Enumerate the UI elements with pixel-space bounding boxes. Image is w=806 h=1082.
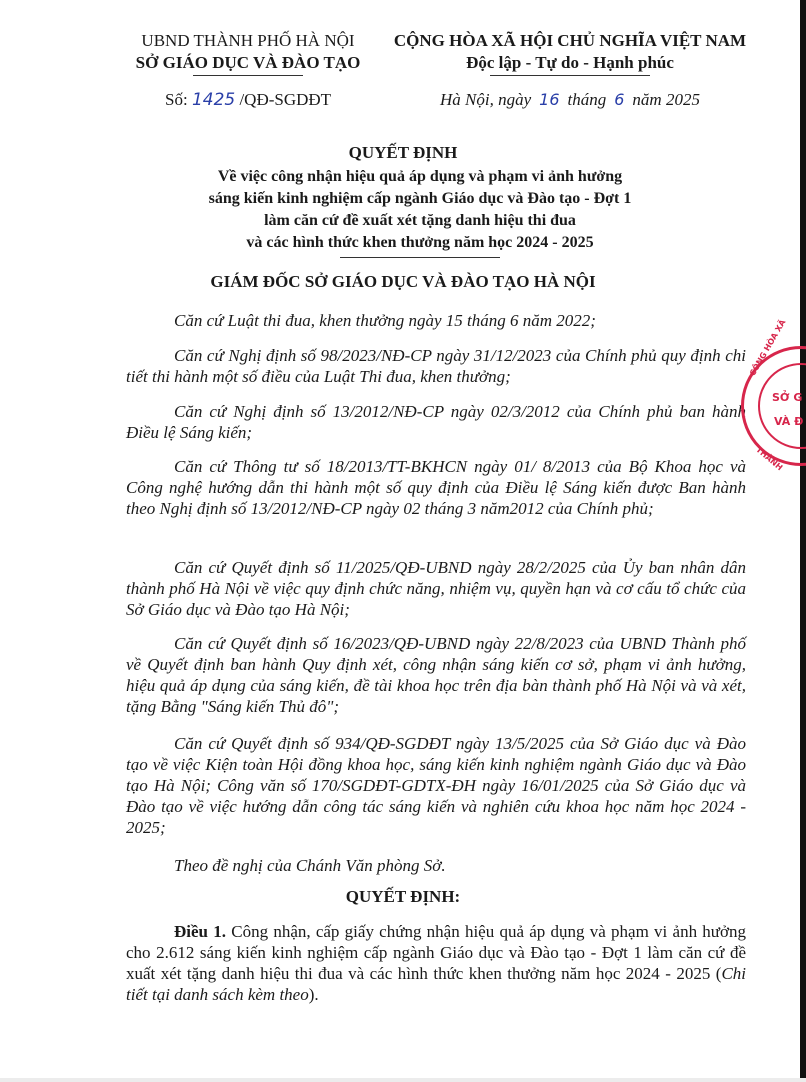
subject-underline [340,257,500,258]
ground-6 [126,633,746,717]
subject-line: và các hình thức khen thưởng năm học 2024 - 2025 [246,234,594,251]
handwritten-day: 16 [539,90,560,109]
article-1 [126,921,746,1005]
authority-underline [193,75,303,76]
nation-line-2: Độc lập - Tự do - Hạnh phúc [466,53,674,72]
article-1-italic: Chi tiết tại danh sách kèm theo [126,964,746,1004]
document-title: QUYẾT ĐỊNH [348,143,458,162]
subject-line: Về việc công nhận hiệu quả áp dụng và phạm vi ảnh hưởng [217,168,623,185]
ground-5 [126,557,746,620]
ground-text: Căn cứ Nghị định số 98/2023/NĐ-CP ngày 31/12/2023 của Chính phủ quy định chi tiết thi hành một số điều của Luật Thi đua, khen thưởng; [126,346,746,386]
seal-top-text: CÔNG HÒA XÃ [748,318,788,378]
ground-3 [126,401,746,443]
ground-text: Căn cứ Quyết định số 16/2023/QĐ-UBND ngày 22/8/2023 của UBND Thành phố về Quyết định ban hành Quy định xét, công nhận sáng kiến cơ sở, phạm vi ảnh hưởng, hiệu quả áp dụng của sáng kiến, đề tài khoa học trên địa bàn thành phố Hà Nội và và xét, tặng Bằng "Sáng kiến Thủ đô"; [126,634,746,716]
article-1-label: Điều 1. [174,922,226,941]
ground-text: Theo đề nghị của Chánh Văn phòng Sở. [174,856,446,875]
decision-heading: QUYẾT ĐỊNH: [345,887,461,906]
date-month-label: tháng [567,90,607,109]
number-suffix: /QĐ-SGDĐT [235,90,332,109]
ground-2 [126,345,746,387]
bottom-strip [0,1078,806,1082]
authority-line-1: UBND THÀNH PHỐ HÀ NỘI [141,31,355,50]
ground-7 [126,733,746,838]
document-date [440,90,700,110]
ground-1 [126,310,746,331]
ground-text: Căn cứ Quyết định số 11/2025/QĐ-UBND ngày 28/2/2025 của Ủy ban nhân dân thành phố Hà Nội về việc quy định chức năng, nhiệm vụ, quyền hạn và cơ cấu tổ chức của Sở Giáo dục và Đào tạo Hà Nội; [126,558,746,619]
date-prefix: Hà Nội, ngày [440,90,532,109]
national-title [380,30,760,76]
article-1-text [126,921,746,1005]
nation-line-1: CỘNG HÒA XÃ HỘI CHỦ NGHĨA VIỆT NAM [393,31,747,50]
official-seal-stamp [741,318,806,473]
ground-4 [126,456,746,519]
number-prefix: Số: [165,90,192,109]
nation-underline [490,75,650,76]
subject-line: làm căn cứ đề xuất xét tặng danh hiệu thi đua [264,212,576,229]
ground-text: Căn cứ Nghị định số 13/2012/NĐ-CP ngày 02/3/2012 của Chính phủ ban hành Điều lệ Sáng kiến; [126,402,746,442]
ground-text: Căn cứ Luật thi đua, khen thưởng ngày 15 tháng 6 năm 2022; [174,311,596,330]
handwritten-month: 6 [614,90,625,109]
article-1-body: Công nhận, cấp giấy chứng nhận hiệu quả áp dụng và phạm vi ảnh hưởng cho 2.612 sáng kiến kinh nghiệm cấp ngành Giáo dục và Đào tạo - Đợt 1 làm căn cứ đề xuất xét tặng danh hiệu thi đua và các hình thức khen thưởng năm học 2024 - 2025 ( [126,922,747,983]
seal-bottom-text: THÀNH [754,445,785,473]
ground-text: Căn cứ Thông tư số 18/2013/TT-BKHCN ngày 01/ 8/2013 của Bộ Khoa học và Công nghệ hướng dẫn thi hành một số quy định của Điều lệ Sáng kiến được Ban hành theo Nghị định số 13/2012/NĐ-CP ngày 02 tháng 3 năm2012 của Chính phủ; [126,457,746,518]
director-heading: GIÁM ĐỐC SỞ GIÁO DỤC VÀ ĐÀO TẠO HÀ NỘI [210,272,596,291]
document-number [165,90,331,110]
ground-text: Căn cứ Quyết định số 934/QĐ-SGDĐT ngày 13/5/2025 của Sở Giáo dục và Đào tạo về việc Kiện toàn Hội đồng khoa học, sáng kiến kinh nghiệm ngành Giáo dục và Đào tạo Hà Nội; Công văn số 170/SGDĐT-GDTX-ĐH ngày 16/01/2025 của Sở Giáo dục và Đào tạo về việc hướng dẫn công tác sáng kiến và nghiên cứu khoa học năm học 2024 - 2025; [126,734,746,837]
document-subject [150,166,690,258]
seal-inner-ring [758,363,806,449]
seal-middle-text: SỞ G [772,391,803,404]
authority-line-2: SỞ GIÁO DỤC VÀ ĐÀO TẠO [135,53,361,72]
issuing-authority [128,30,368,76]
handwritten-number: 1425 [191,90,236,110]
date-year: năm 2025 [632,90,700,109]
ground-8 [126,855,746,876]
subject-line: sáng kiến kinh nghiệm cấp ngành Giáo dục và Đào tạo - Đợt 1 [208,190,632,207]
seal-middle-text-2: VÀ Đ [774,415,804,428]
article-1-end: ). [308,985,319,1004]
